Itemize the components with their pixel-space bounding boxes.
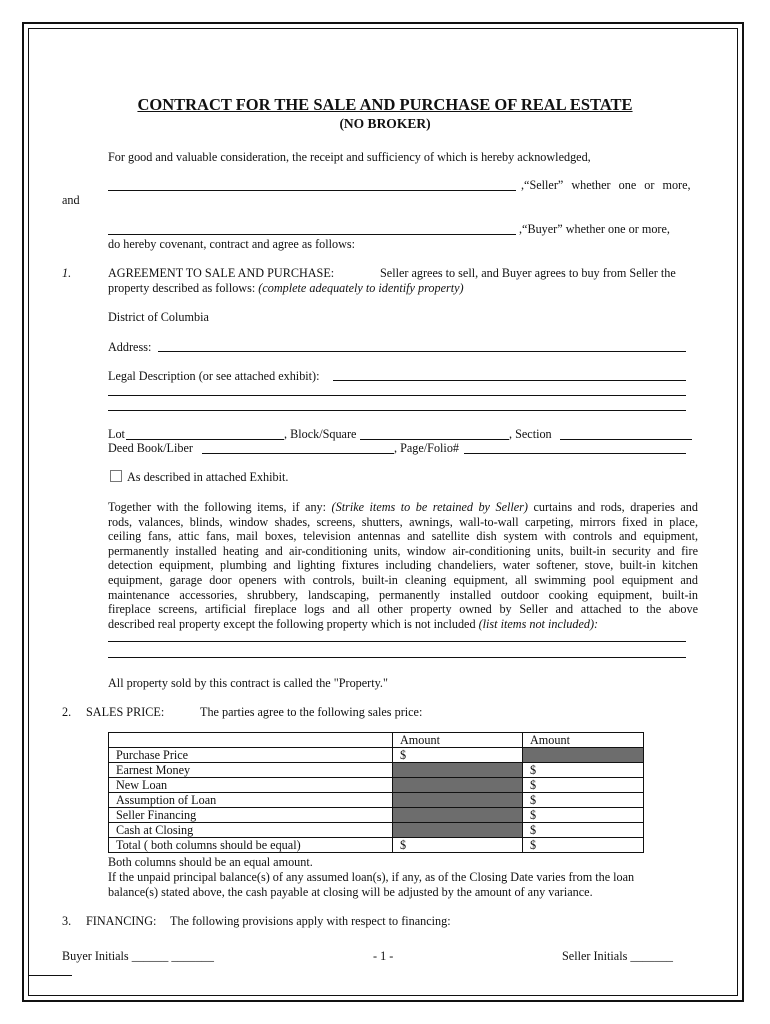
table-row	[109, 793, 644, 808]
included-items-line: maintenance accessories, shrubbery, landscaping, permanently installed outdoor cooking equipment, built-in	[108, 587, 698, 602]
section1-number: 1.	[62, 266, 72, 280]
legal-description-line-2[interactable]	[108, 395, 686, 396]
address-field[interactable]	[158, 351, 686, 352]
section3-number: 3.	[62, 914, 72, 928]
document-title: CONTRACT FOR THE SALE AND PURCHASE OF REAL ESTATE	[137, 95, 633, 114]
section3-text: The following provisions apply with respect to financing:	[170, 914, 451, 928]
table-row	[109, 808, 644, 823]
price-note-2: If the unpaid principal balance(s) of any assumed loan(s), if any, as of the Closing Date varies from the loan	[108, 870, 635, 884]
table-header-row	[109, 733, 644, 748]
deed-book-field[interactable]	[202, 453, 394, 454]
footer-rule	[28, 975, 72, 976]
amount-2-cell	[523, 748, 644, 763]
legal-description-line-3[interactable]	[108, 410, 686, 411]
amount-1-cell	[393, 808, 523, 823]
table-row	[109, 748, 644, 763]
excluded-items-line-2[interactable]	[108, 657, 686, 658]
section1-text: Seller agrees to sell, and Buyer agrees to buy from Seller the	[380, 266, 676, 280]
section2-text: The parties agree to the following sales price:	[200, 705, 423, 719]
section1-heading: AGREEMENT TO SALE AND PURCHASE:	[108, 266, 335, 280]
seller-initials: Seller Initials _______	[562, 949, 674, 963]
exhibit-label: As described in attached Exhibit.	[127, 470, 289, 484]
row-label: Cash at Closing	[109, 823, 393, 838]
row-label: Earnest Money	[109, 763, 393, 778]
included-items-line: detection equipment, plumbing and lighting fixtures including chandeliers, water softener, stove, built-in kitchen	[108, 558, 698, 573]
amount-2-cell[interactable]: $	[523, 778, 644, 793]
section2-heading: SALES PRICE:	[86, 705, 165, 719]
block-field[interactable]	[360, 439, 509, 440]
amount-1-cell	[393, 778, 523, 793]
amount-2-cell[interactable]: $	[523, 763, 644, 778]
amount-1-cell	[393, 763, 523, 778]
section3-heading: FINANCING:	[86, 914, 157, 928]
row-label: Assumption of Loan	[109, 793, 393, 808]
page-folio-label: , Page/Folio#	[394, 441, 460, 455]
amount-2-cell[interactable]: $	[523, 823, 644, 838]
address-label: Address:	[108, 340, 152, 354]
amount-1-cell	[393, 793, 523, 808]
deed-book-label: Deed Book/Liber	[108, 441, 193, 455]
lot-field[interactable]	[126, 439, 284, 440]
table-row	[109, 778, 644, 793]
intro-text: For good and valuable consideration, the receipt and sufficiency of which is hereby acknowledged,	[108, 150, 591, 164]
header-amount-2: Amount	[523, 733, 644, 748]
amount-2-cell[interactable]: $	[523, 838, 644, 853]
page-number: - 1 -	[373, 949, 394, 963]
legal-description-field[interactable]	[333, 380, 686, 381]
section1-text-line2: property described as follows: (complete adequately to identify property)	[108, 281, 464, 295]
price-note-1: Both columns should be an equal amount.	[108, 855, 313, 869]
section-field[interactable]	[560, 439, 692, 440]
seller-label: ,“Seller” whether one or more,	[521, 178, 691, 192]
amount-1-cell[interactable]: $	[393, 838, 523, 853]
row-label: Seller Financing	[109, 808, 393, 823]
buyer-initials: Buyer Initials ______ _______	[62, 949, 214, 963]
lot-label: Lot	[108, 427, 125, 441]
included-items-paragraph: Together with the following items, if any: (Strike items to be retained by Seller) curtains and rods, draperies and rods, valances, blinds, window shades, screens, shutters, awnings, wall-to-wall carpeting, mirrors fixed in place, ceiling fans, attic fans, mail boxes, television antennas and satellite dish system with controls and equipment, permanently installed heating and air-conditioning units, window air-conditioning units, built-in security and fire detection equipment, plumbing and lighting fixtures including chandeliers, water softener, stove, built-in kitchen equipment, garage door openers with controls, built-in cleaning equipment, all swimming pool equipment and maintenance accessories, shrubbery, landscaping, permanently installed outdoor cooking equipment, built-in fireplace screens, artificial fireplace logs and all other property owned by Seller and attached to the above described real property except the following property which is not included (list items not included):	[108, 500, 698, 631]
header-amount-1: Amount	[393, 733, 523, 748]
row-label: New Loan	[109, 778, 393, 793]
legal-description-label: Legal Description (or see attached exhibit):	[108, 369, 320, 383]
included-items-line: ceiling fans, attic fans, mail boxes, television antennas and satellite dish system with controls and equipment,	[108, 529, 698, 544]
price-note-3: balance(s) stated above, the cash payable at closing will be adjusted by the amount of any variance.	[108, 885, 593, 899]
buyer-label: ,“Buyer” whether one or more,	[519, 222, 670, 236]
table-row	[109, 763, 644, 778]
included-items-line: permanently installed heating and air-conditioning units, window air-conditioning units, built-in security and fire	[108, 543, 698, 558]
section-label: , Section	[509, 427, 552, 441]
included-items-line: equipment, garage door openers with controls, built-in cleaning equipment, all swimming pool equipment and	[108, 572, 698, 587]
row-label: Purchase Price	[109, 748, 393, 763]
buyer-name-field[interactable]	[108, 234, 516, 235]
amount-1-cell	[393, 823, 523, 838]
sales-price-table	[108, 732, 644, 853]
and-word: and	[62, 193, 80, 207]
seller-name-field[interactable]	[108, 190, 516, 191]
amount-2-cell[interactable]: $	[523, 808, 644, 823]
included-items-line: rods, valances, blinds, window shades, screens, shutters, awnings, wall-to-wall carpeting, mirrors fixed in place,	[108, 514, 698, 529]
included-items-line: fireplace screens, artificial fireplace logs and all other property owned by Seller and attached to the above	[108, 602, 698, 617]
amount-1-cell[interactable]: $	[393, 748, 523, 763]
table-row	[109, 823, 644, 838]
district-text: District of Columbia	[108, 310, 209, 324]
row-label: Total ( both columns should be equal)	[109, 838, 393, 853]
block-label: , Block/Square	[284, 427, 357, 441]
excluded-items-line-1[interactable]	[108, 641, 686, 642]
page-folio-field[interactable]	[464, 453, 686, 454]
covenant-text: do hereby covenant, contract and agree as follows:	[108, 237, 356, 251]
section2-number: 2.	[62, 705, 72, 719]
document-subtitle: (NO BROKER)	[339, 116, 431, 131]
table-row	[109, 838, 644, 853]
exhibit-checkbox[interactable]	[110, 470, 122, 482]
header-blank-cell	[109, 733, 393, 748]
amount-2-cell[interactable]: $	[523, 793, 644, 808]
property-note: All property sold by this contract is called the "Property."	[108, 676, 388, 690]
